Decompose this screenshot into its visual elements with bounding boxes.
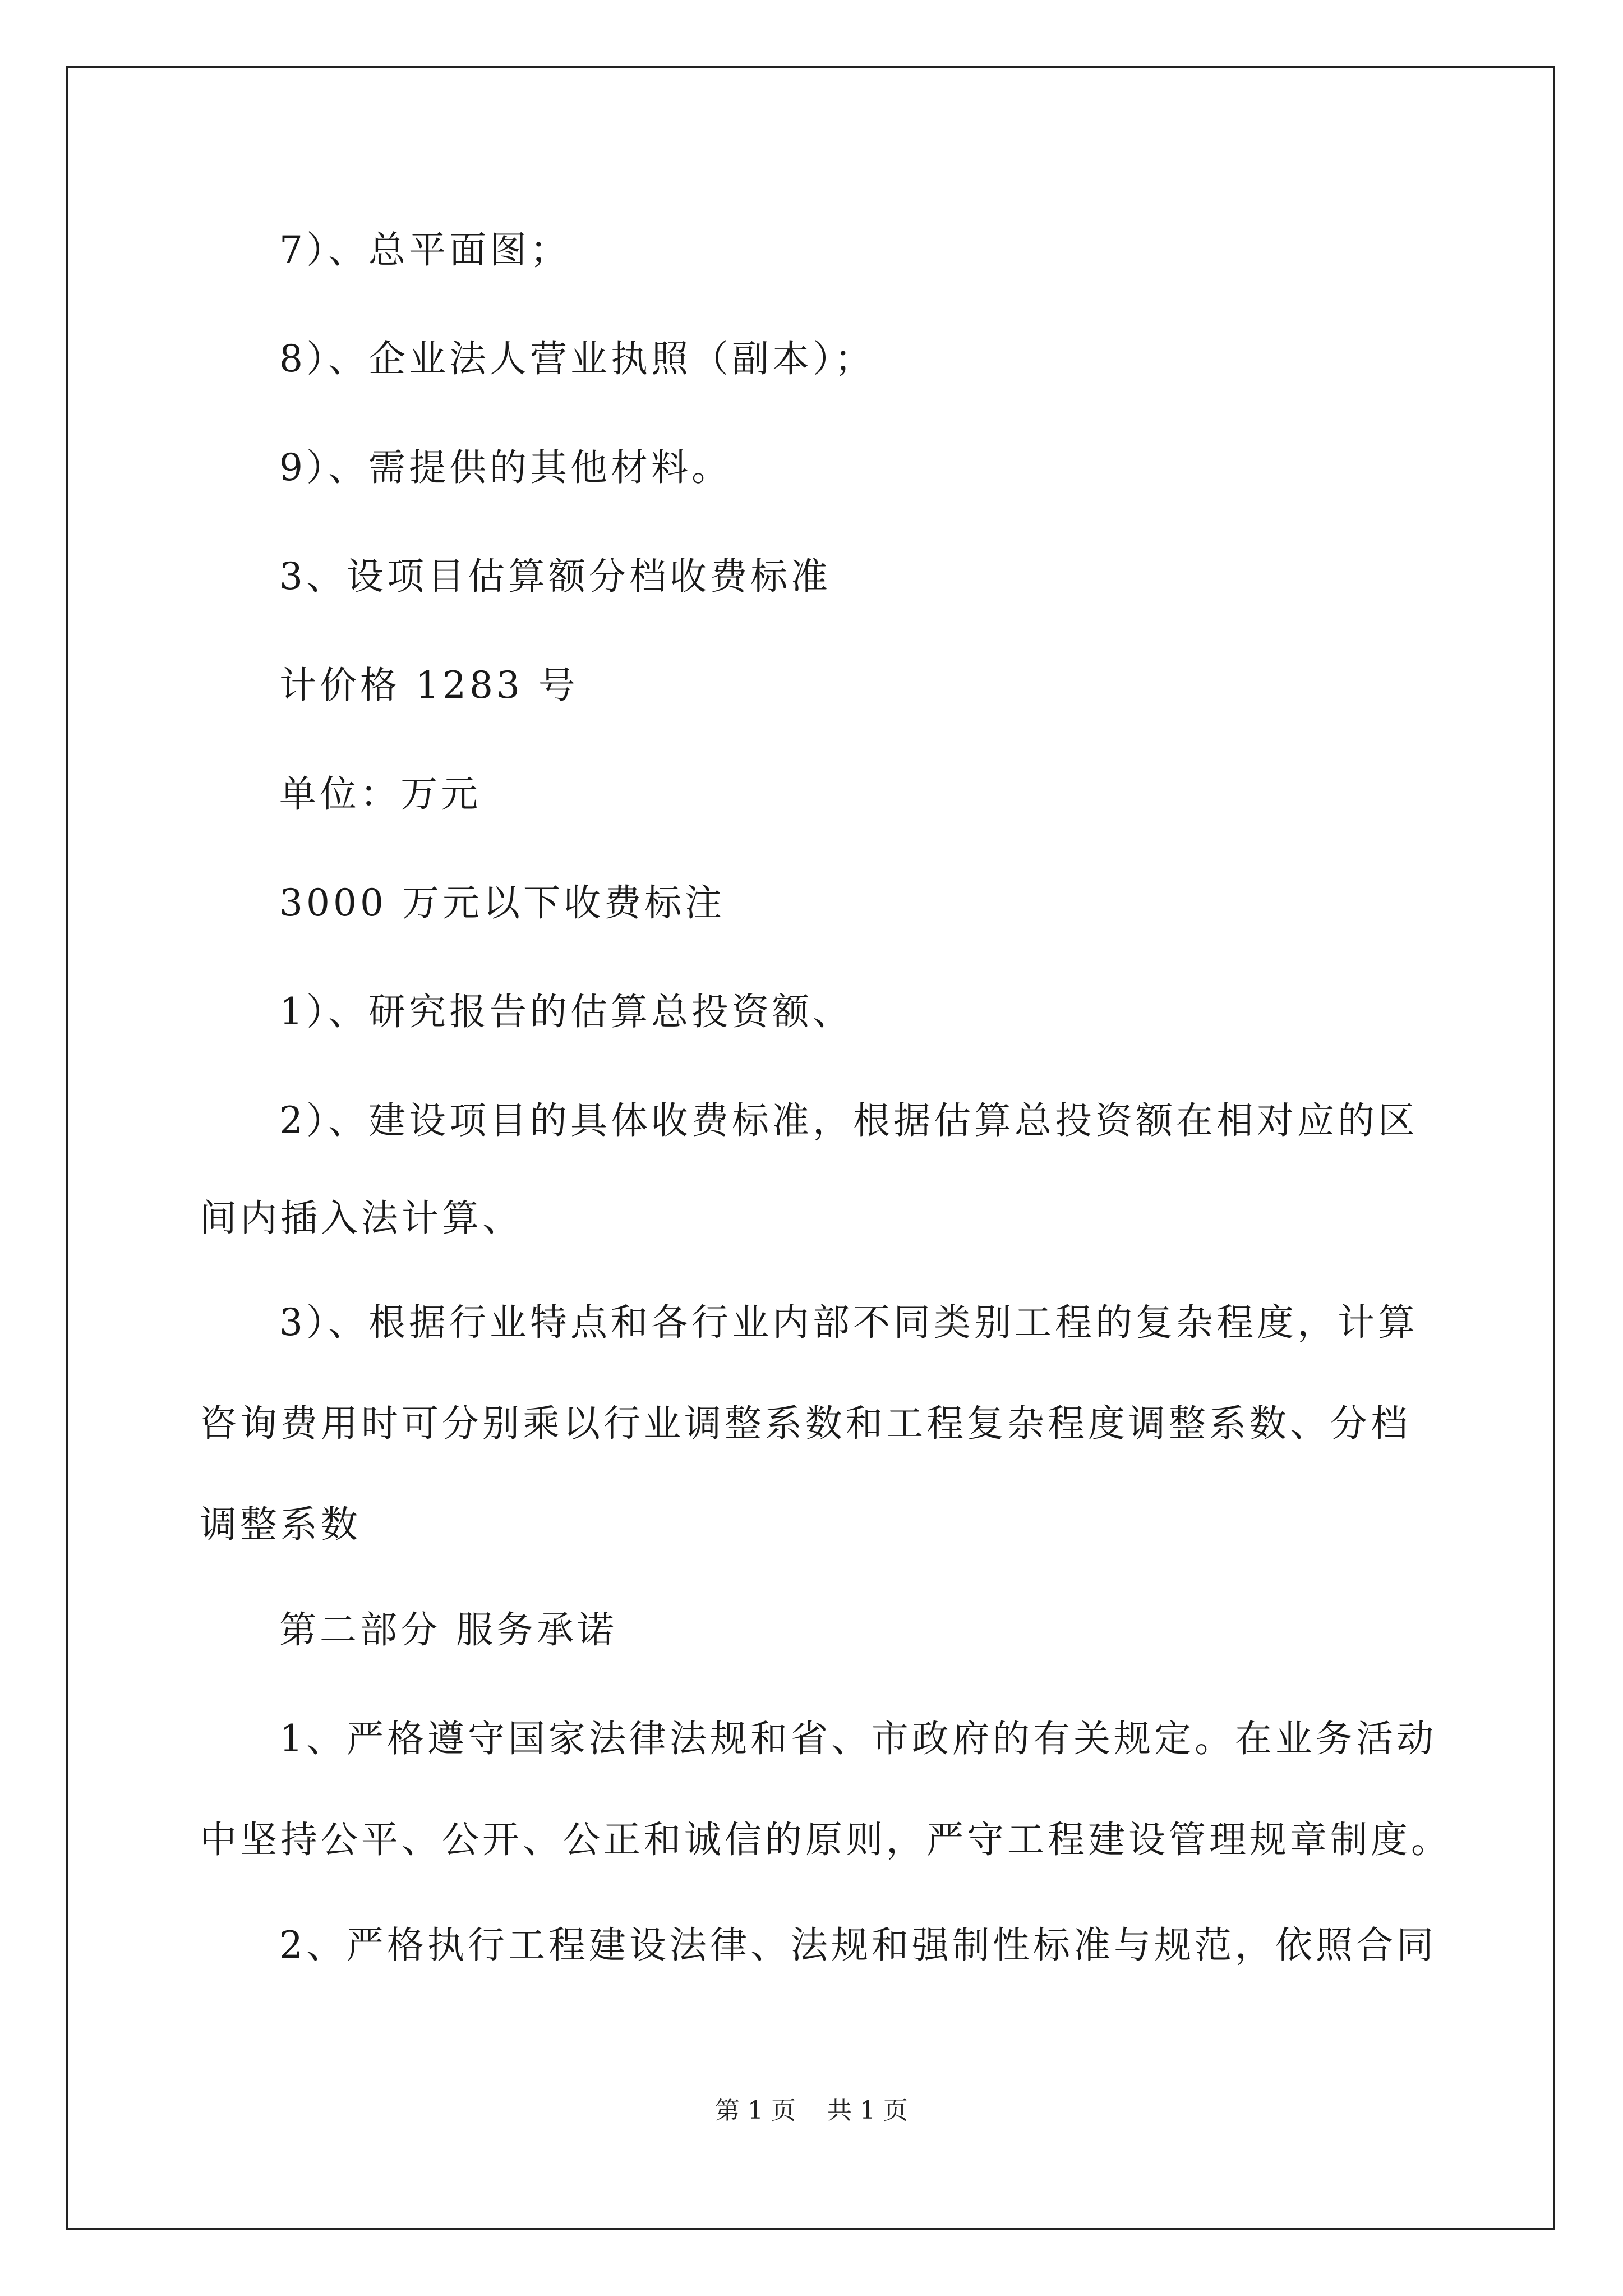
paragraph-line: 1、严格遵守国家法律法规和省、市政府的有关规定。在业务活动	[279, 1717, 1437, 1760]
section-heading: 3、设项目估算额分档收费标准	[279, 555, 831, 598]
paragraph-continuation: 中坚持公平、公开、公正和诚信的原则，严守工程建设管理规章制度。	[200, 1818, 1451, 1861]
list-item: 3）、根据行业特点和各行业内部不同类别工程的复杂程度，计算	[279, 1301, 1418, 1344]
list-item: 9）、需提供的其他材料。	[279, 446, 732, 489]
paragraph-line: 计价格 1283 号	[279, 664, 579, 707]
list-item-continuation: 调整系数	[200, 1503, 361, 1546]
page-footer: 第 1 页 共 1 页	[715, 2096, 908, 2125]
list-item: 7）、总平面图；	[279, 228, 570, 272]
list-item-continuation: 间内插入法计算、	[200, 1197, 523, 1240]
paragraph-line: 单位：万元	[279, 772, 481, 816]
section-heading: 第二部分 服务承诺	[279, 1608, 617, 1651]
list-item: 1）、研究报告的估算总投资额、	[279, 990, 853, 1033]
list-item: 8）、企业法人营业执照（副本）；	[279, 337, 875, 380]
list-item-continuation: 咨询费用时可分别乘以行业调整系数和工程复杂程度调整系数、分档	[200, 1402, 1411, 1445]
paragraph-line: 2、严格执行工程建设法律、法规和强制性标准与规范，依照合同	[279, 1924, 1437, 1967]
paragraph-line: 3000 万元以下收费标注	[279, 881, 725, 924]
list-item: 2）、建设项目的具体收费标准，根据估算总投资额在相对应的区	[279, 1099, 1418, 1142]
page-border	[66, 66, 1555, 2230]
